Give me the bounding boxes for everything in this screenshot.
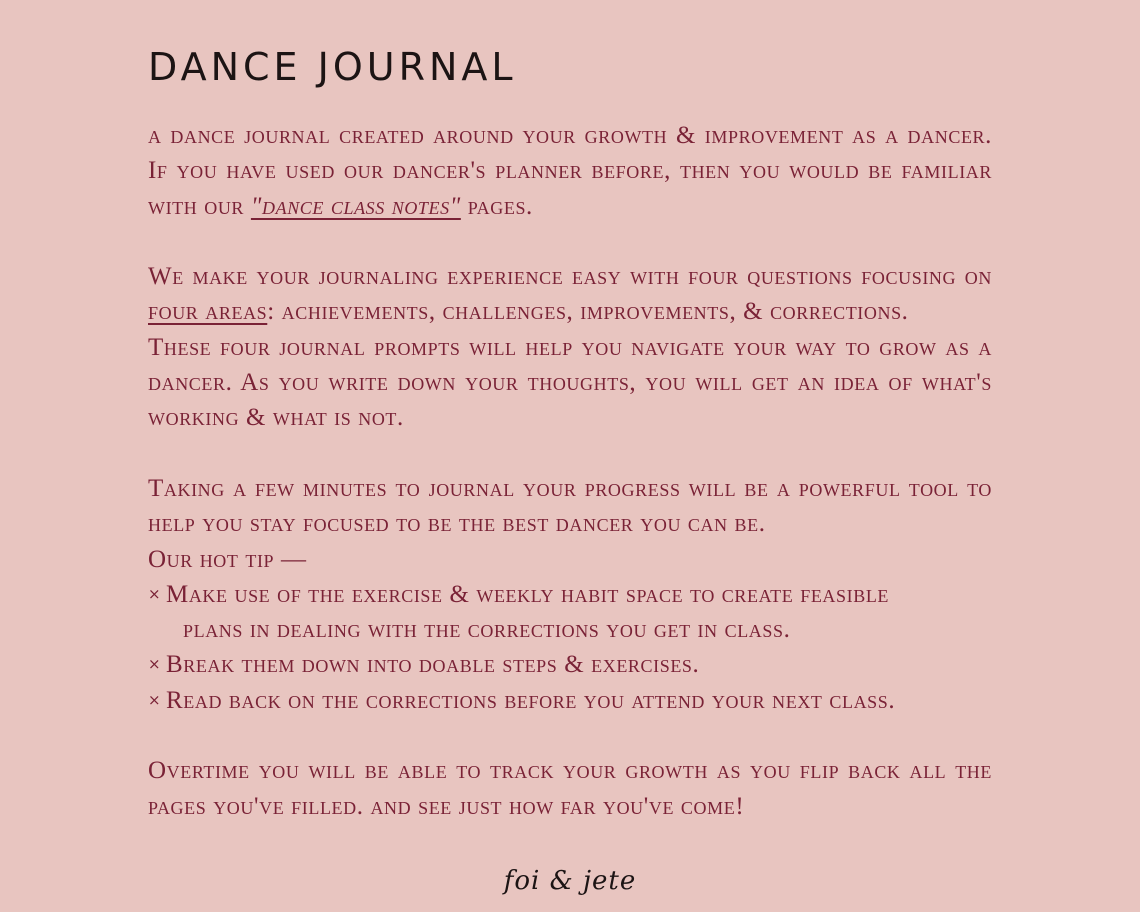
dance-class-notes-link[interactable]: "dance class notes" [250,192,461,220]
paragraph-spacer [148,718,992,753]
tip-text: Break them down into doable steps & exercises. [166,651,700,679]
list-item [148,647,992,682]
intro-text-end: pages. [467,192,533,220]
description-body [148,118,992,824]
tip-text-continued: plans in dealing with the corrections you get in class. [183,616,791,644]
progress-paragraph: Taking a few minutes to journal your progress will be a powerful tool to help you stay focused to be the best dancer you can be. [148,474,992,538]
areas-text: We make your journaling experience easy with four questions focusing on [148,263,992,291]
brand-signature: foi & jete [503,866,637,896]
intro-paragraph [148,118,992,224]
paragraph-spacer [148,224,992,259]
areas-paragraph [148,259,992,330]
four-areas-link[interactable]: four areas [148,298,268,326]
tip-text: Make use of the exercise & weekly habit space to create feasible [166,580,890,608]
cross-bullet-icon: × [148,655,162,674]
cross-bullet-icon: × [148,584,162,603]
tip-list [148,577,992,718]
paragraph-spacer [148,436,992,471]
tip-text: Read back on the corrections before you attend your next class. [166,686,896,714]
areas-text-end: : achievements, challenges, improvements, & corrections. [267,298,909,326]
closing-paragraph: Overtime you will be able to track your growth as you flip back all the pages you've filled. and see just how far you've come! [148,757,992,820]
intro-text: a dance journal created around your growth & improvement as a dancer. If you have used our dancer's planner before, then you would be familiar with our [148,122,992,220]
list-item [148,577,992,648]
prompts-paragraph: These four journal prompts will help you navigate your way to grow as a dancer. As you write down your thoughts, you will get an idea of what's working & what is not. [148,333,992,432]
tip-heading: Our hot tip — [148,545,307,573]
page-title: DANCE JOURNAL [148,45,517,89]
cross-bullet-icon: × [148,690,162,709]
list-item [148,683,992,718]
